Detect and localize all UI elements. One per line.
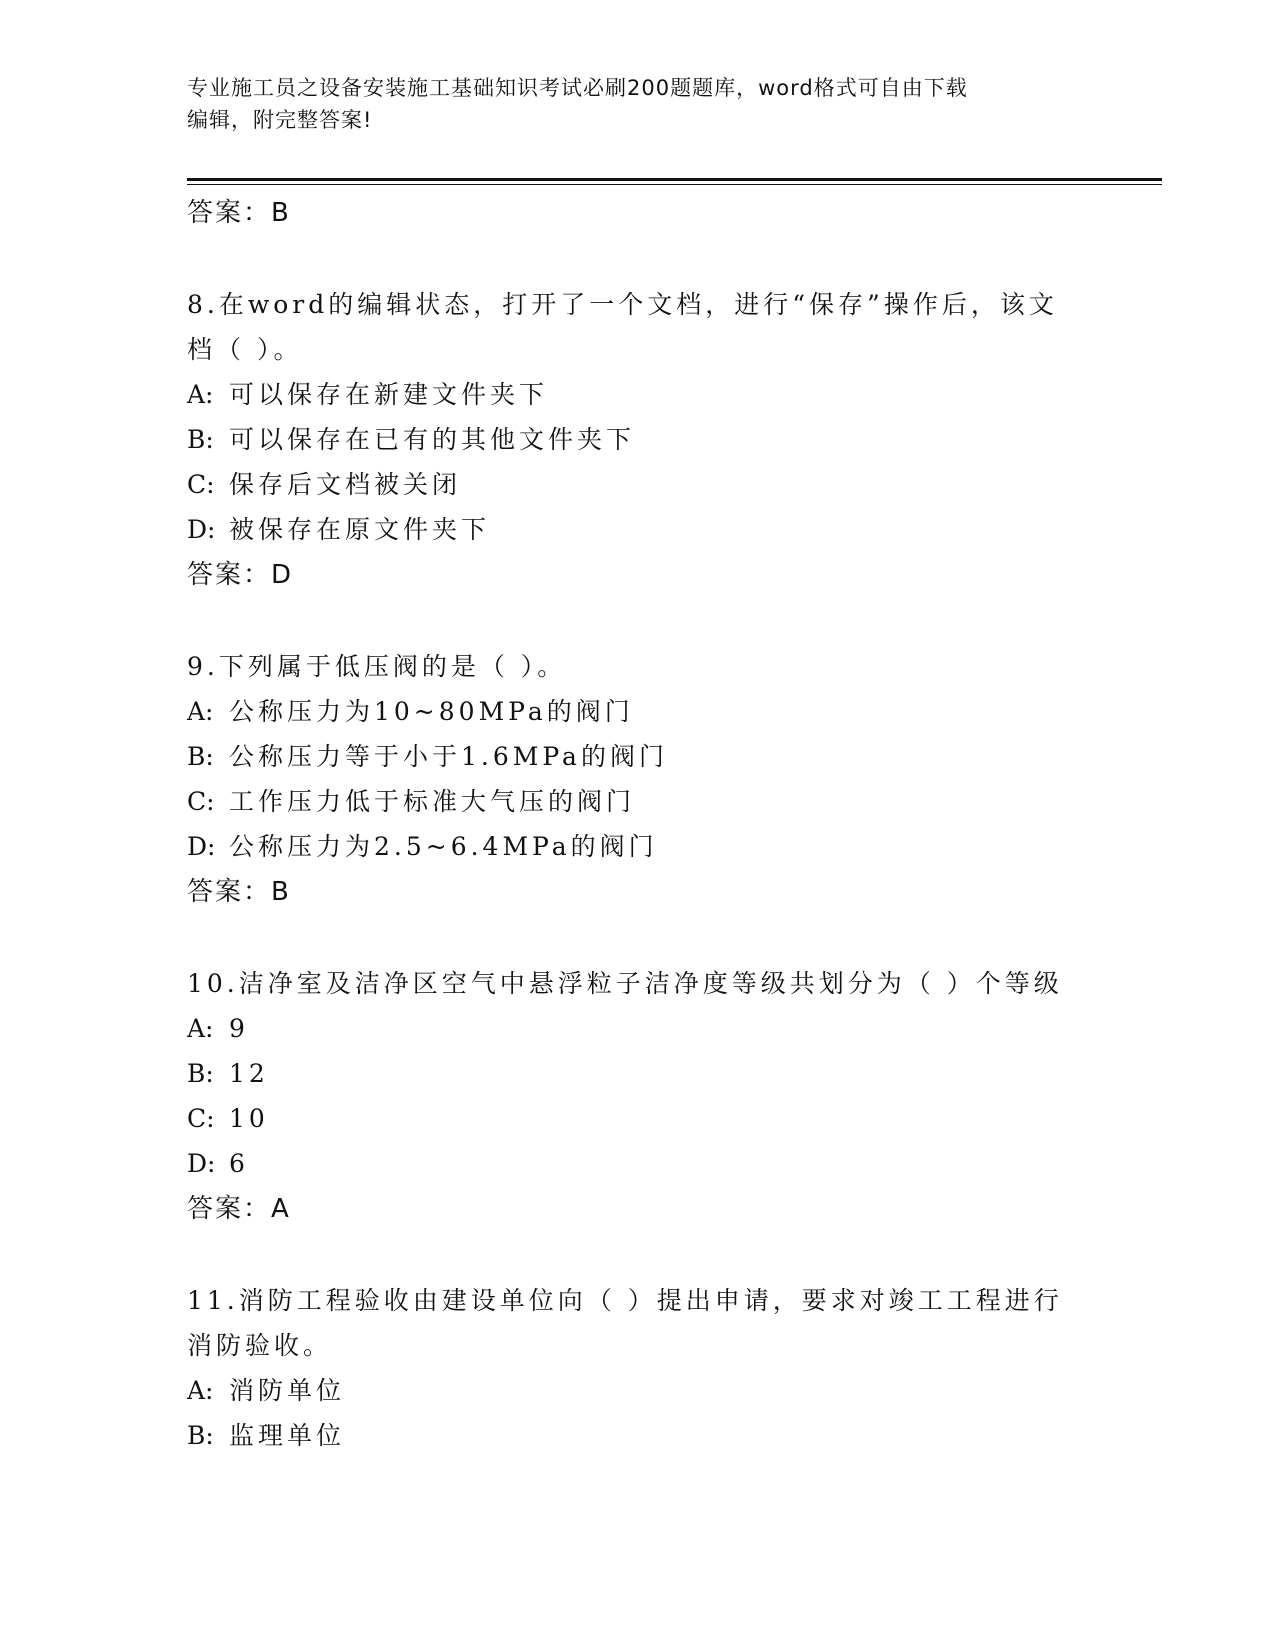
option-a: [187, 689, 1162, 734]
header-line-2: 编辑，附完整答案!: [187, 108, 373, 132]
option-text: 工作压力低于标准大气压的阀门: [229, 787, 636, 816]
option-text: 公称压力等于小于1.6MPa的阀门: [229, 742, 668, 771]
option-key: D:: [187, 515, 216, 544]
option-key: B:: [187, 1421, 214, 1450]
option-text: 被保存在原文件夹下: [229, 515, 491, 544]
question-list: [187, 190, 1162, 1458]
answer-value: B: [271, 198, 289, 228]
option-c: [187, 1096, 1162, 1141]
option-key: D:: [187, 832, 216, 861]
answer-label: 答案：: [187, 1194, 272, 1224]
option-text: 9: [229, 1014, 249, 1043]
option-d: [187, 507, 1162, 552]
question-text: 11.消防工程验收由建设单位向（ ）提出申请，要求对竣工工程进行: [187, 1286, 1063, 1315]
question-10: [187, 961, 1162, 1232]
option-key: C:: [187, 470, 215, 499]
option-key: B:: [187, 425, 214, 454]
option-text: 12: [229, 1059, 269, 1088]
question-text-continued: 档（ ）。: [187, 335, 303, 364]
document-header: [187, 72, 1087, 136]
option-text: 消防单位: [229, 1376, 346, 1405]
answer-line: [187, 190, 1162, 236]
option-b: [187, 1413, 1162, 1458]
option-a: [187, 1368, 1162, 1413]
question-text: 10.洁净室及洁净区空气中悬浮粒子洁净度等级共划分为（ ）个等级: [187, 969, 1063, 998]
option-b: [187, 417, 1162, 462]
answer-line: [187, 552, 1162, 598]
answer-label: 答案：: [187, 198, 272, 228]
option-b: [187, 734, 1162, 779]
option-a: [187, 1006, 1162, 1051]
option-key: A:: [187, 697, 214, 726]
answer-value: D: [271, 560, 292, 590]
option-key: C:: [187, 787, 215, 816]
option-text: 6: [229, 1149, 249, 1178]
option-key: B:: [187, 742, 214, 771]
option-key: A:: [187, 1376, 214, 1405]
answer-value: B: [271, 877, 289, 907]
option-b: [187, 1051, 1162, 1096]
option-key: B:: [187, 1059, 214, 1088]
option-text: 保存后文档被关闭: [229, 470, 462, 499]
option-text: 可以保存在已有的其他文件夹下: [229, 425, 636, 454]
answer-value: A: [271, 1194, 289, 1224]
question-text: 8.在word的编辑状态，打开了一个文档，进行“保存”操作后，该文: [187, 290, 1058, 319]
option-text: 监理单位: [229, 1421, 346, 1450]
question-text: 9.下列属于低压阀的是（ ）。: [187, 652, 567, 681]
option-a: [187, 372, 1162, 417]
option-text: 10: [229, 1104, 269, 1133]
answer-label: 答案：: [187, 560, 272, 590]
option-key: D:: [187, 1149, 216, 1178]
option-text: 可以保存在新建文件夹下: [229, 380, 549, 409]
header-rule-thick: [187, 178, 1162, 181]
option-d: [187, 824, 1162, 869]
option-c: [187, 462, 1162, 507]
header-rule-thin: [187, 184, 1162, 185]
question-8: [187, 282, 1162, 598]
option-text: 公称压力为10~80MPa的阀门: [229, 697, 634, 726]
question-text-continued: 消防验收。: [187, 1331, 333, 1360]
option-key: A:: [187, 380, 214, 409]
option-c: [187, 779, 1162, 824]
header-line-1: 专业施工员之设备安装施工基础知识考试必刷200题题库，word格式可自由下载: [187, 76, 968, 100]
option-key: A:: [187, 1014, 214, 1043]
question-9: [187, 644, 1162, 915]
answer-line: [187, 1186, 1162, 1232]
option-key: C:: [187, 1104, 215, 1133]
question-11: [187, 1278, 1162, 1458]
option-d: [187, 1141, 1162, 1186]
answer-line: [187, 869, 1162, 915]
option-text: 公称压力为2.5~6.4MPa的阀门: [229, 832, 658, 861]
answer-label: 答案：: [187, 877, 272, 907]
